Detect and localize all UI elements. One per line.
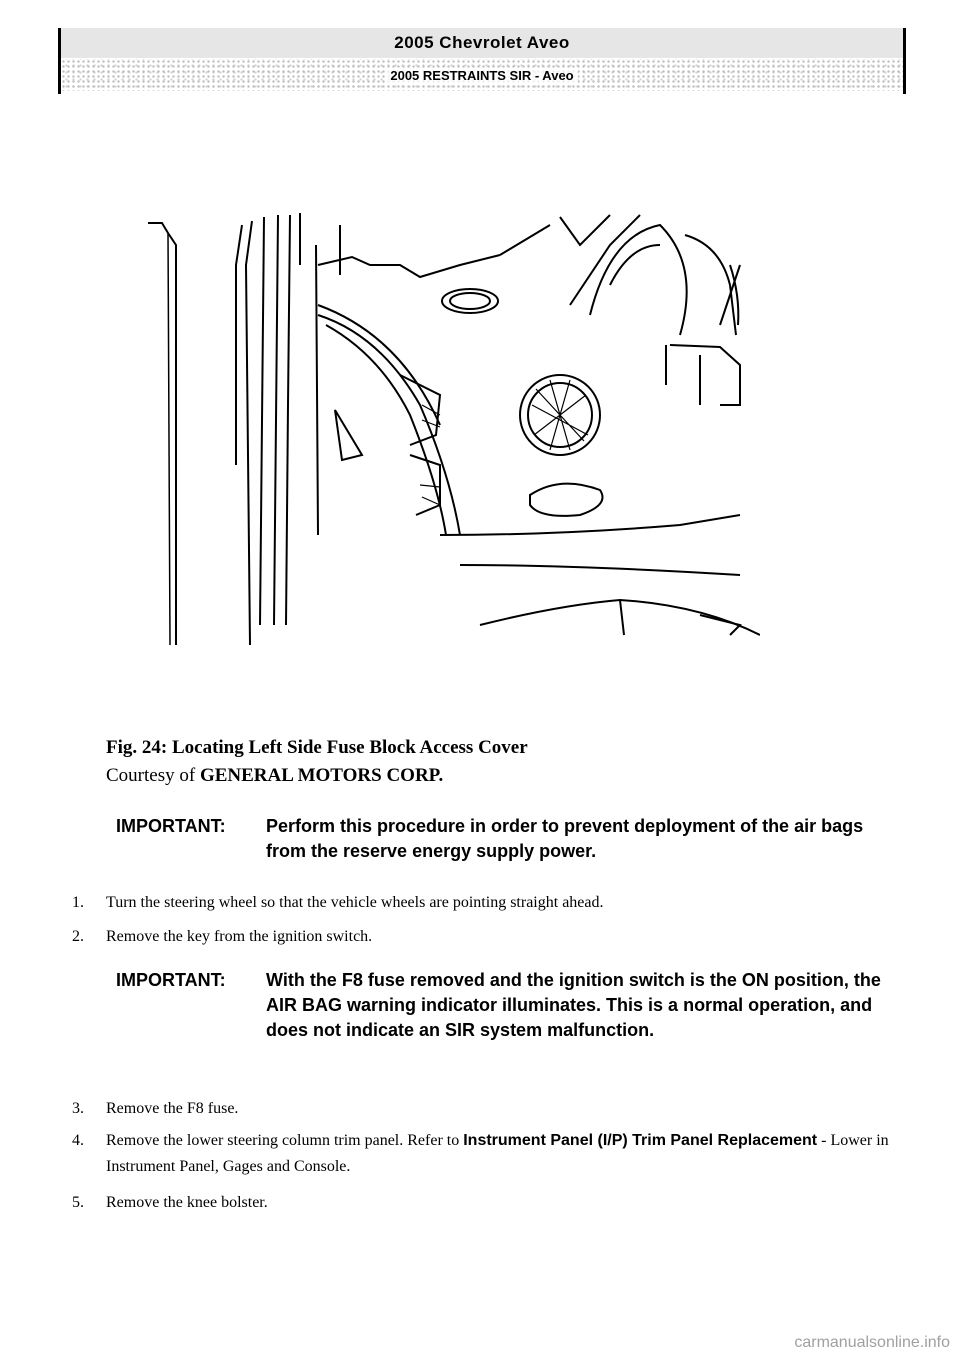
step-text: Turn the steering wheel so that the vehicle wheels are pointing straight ahead. xyxy=(106,894,604,911)
step-number: 2. xyxy=(72,928,84,945)
step-text: Remove the key from the ignition switch. xyxy=(106,928,373,945)
watermark: carmanualsonline.info xyxy=(794,1334,950,1351)
header-title: 2005 Chevrolet Aveo xyxy=(61,28,903,58)
list-item xyxy=(72,924,902,950)
fuse-block-illustration xyxy=(140,205,760,660)
important-note-2 xyxy=(116,968,906,1043)
step-text: Remove the knee bolster. xyxy=(106,1194,268,1211)
header-subtitle-bar xyxy=(61,59,903,91)
list-item xyxy=(72,890,902,916)
credit-name: GENERAL MOTORS CORP. xyxy=(199,765,444,786)
procedure-link[interactable]: Instrument Panel (I/P) Trim Panel Replacement xyxy=(463,1132,818,1149)
page-header xyxy=(58,28,906,94)
credit-prefix: Courtesy of xyxy=(106,765,200,786)
important-text: With the F8 fuse removed and the ignition switch is the ON position, the AIR BAG warning indicator illuminates. This is a normal operation, and does not indicate an SIR system malfunction. xyxy=(266,970,881,1040)
header-subtitle: 2005 RESTRAINTS SIR - Aveo xyxy=(386,68,577,83)
important-label: IMPORTANT: xyxy=(116,816,226,836)
important-text: Perform this procedure in order to prevent deployment of the air bags from the reserve energy supply power. xyxy=(266,816,864,861)
step-number: 4. xyxy=(72,1132,84,1149)
step-number: 5. xyxy=(72,1194,84,1211)
list-item xyxy=(72,1190,902,1216)
caption-prefix: Fig. 24: xyxy=(106,737,172,758)
caption-title: Locating Left Side Fuse Block Access Cover xyxy=(171,737,528,758)
step-text-before: Remove the lower steering column trim panel. Refer to xyxy=(106,1132,464,1149)
figure-caption xyxy=(106,734,528,790)
step-text xyxy=(106,1128,902,1180)
step-text-after: - Lower in Instrument Panel, Gages and Console. xyxy=(106,1132,889,1175)
step-number: 3. xyxy=(72,1100,84,1117)
important-label: IMPORTANT: xyxy=(116,970,226,990)
list-item xyxy=(72,1128,902,1180)
step-number: 1. xyxy=(72,894,84,911)
list-item xyxy=(72,1096,902,1122)
step-text: Remove the F8 fuse. xyxy=(106,1100,239,1117)
important-note-1 xyxy=(116,814,906,864)
